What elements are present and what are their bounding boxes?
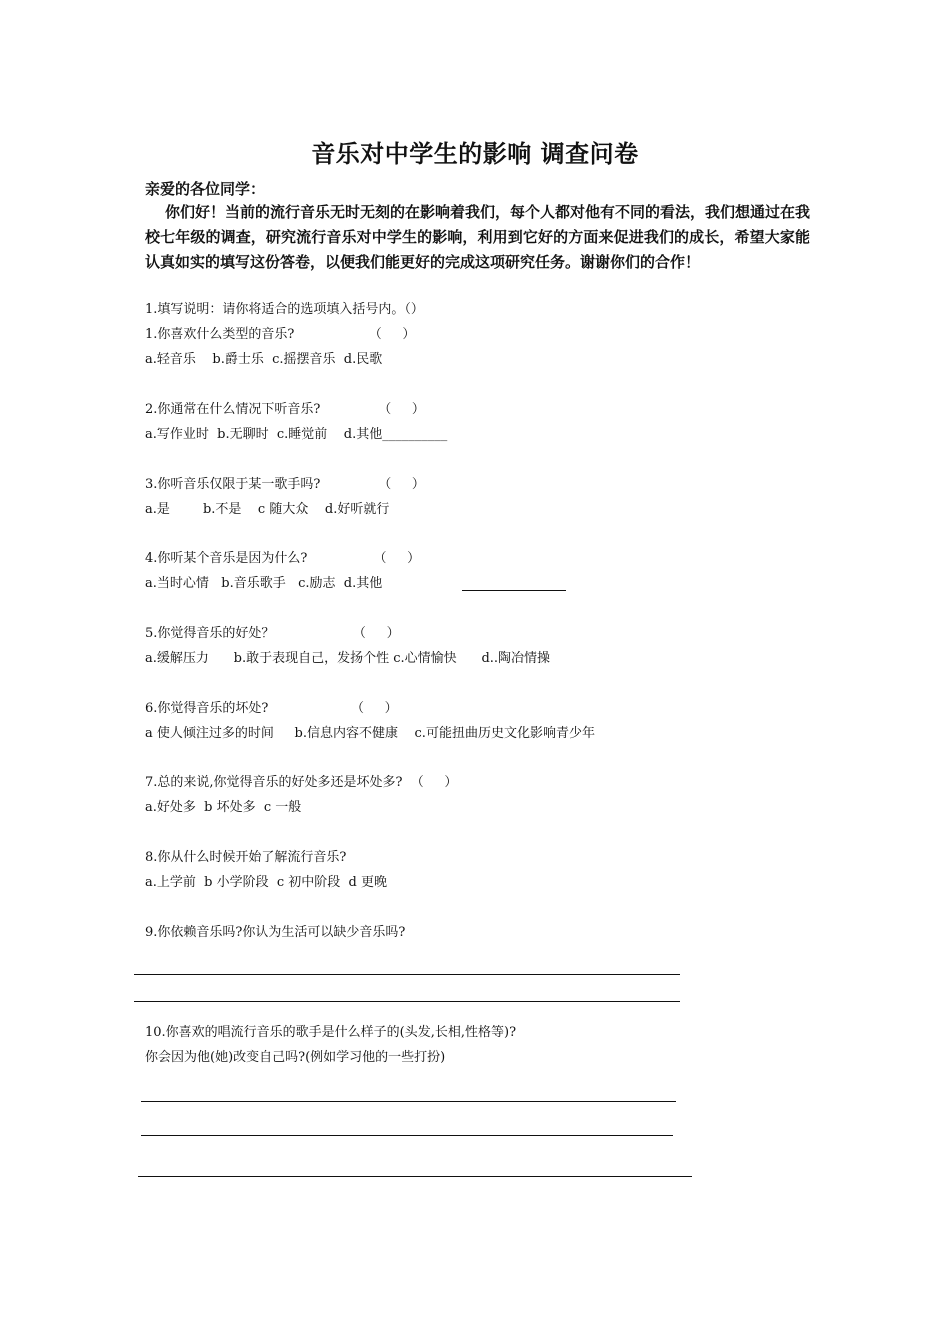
question-7-options: a.好处多 b 坏处多 c 一般 <box>145 800 302 815</box>
answer-line-q10-2[interactable] <box>141 1135 673 1136</box>
question-4-options: a.当时心情 b.音乐歌手 c.励志 d.其他 <box>145 576 383 591</box>
question-2: 2.你通常在什么情况下听音乐? （ ） <box>145 402 425 417</box>
answer-line-q10-3[interactable] <box>138 1176 692 1177</box>
question-10-followup: 你会因为他(她)改变自己吗?(例如学习他的一些打扮) <box>145 1050 446 1065</box>
intro-paragraph: 你们好！当前的流行音乐无时无刻的在影响着我们，每个人都对他有不同的看法，我们想通过在我校七年级的调查，研究流行音乐对中学生的影响，利用到它好的方面来促进我们的成长，希望大家能认真如实的填写这份答卷，以便我们能更好的完成这项研究任务。谢谢你们的合作！ <box>145 203 811 271</box>
question-4: 4.你听某个音乐是因为什么? （ ） <box>145 551 421 566</box>
fill-instruction: 1.填写说明：请你将适合的选项填入括号内。（） <box>145 302 424 317</box>
greeting: 亲爱的各位同学： <box>145 180 266 198</box>
question-6: 6.你觉得音乐的坏处? （ ） <box>145 701 398 716</box>
answer-line-q9-1[interactable] <box>134 974 680 975</box>
question-2-options: a.写作业时 b.无聊时 c.睡觉前 d.其他__________ <box>145 427 448 442</box>
page-title: 音乐对中学生的影响 调查问卷 <box>311 139 639 168</box>
question-1: 1.你喜欢什么类型的音乐? （ ） <box>145 327 416 342</box>
question-7: 7.总的来说,你觉得音乐的好处多还是坏处多? （ ） <box>145 775 458 790</box>
answer-line-q9-2[interactable] <box>134 1001 680 1002</box>
question-5: 5.你觉得音乐的好处？ （ ） <box>145 626 400 641</box>
question-10: 10.你喜欢的唱流行音乐的歌手是什么样子的(头发,长相,性格等)? <box>145 1025 517 1040</box>
question-5-options: a.缓解压力 b.敢于表现自己，发扬个性 c.心情愉快 d..陶冶情操 <box>145 651 551 666</box>
question-3: 3.你听音乐仅限于某一歌手吗? （ ） <box>145 477 425 492</box>
question-3-options: a.是 b.不是 c 随大众 d.好听就行 <box>145 502 390 517</box>
question-1-options: a.轻音乐 b.爵士乐 c.摇摆音乐 d.民歌 <box>145 352 383 367</box>
answer-line-q4[interactable] <box>462 590 566 591</box>
question-8-options: a.上学前 b 小学阶段 c 初中阶段 d 更晚 <box>145 875 387 890</box>
question-6-options: a 使人倾注过多的时间 b.信息内容不健康 c.可能扭曲历史文化影响青少年 <box>145 726 595 741</box>
question-9: 9.你依赖音乐吗?你认为生活可以缺少音乐吗? <box>145 925 406 940</box>
answer-line-q10-1[interactable] <box>141 1101 676 1102</box>
question-8: 8.你从什么时候开始了解流行音乐? <box>145 850 347 865</box>
